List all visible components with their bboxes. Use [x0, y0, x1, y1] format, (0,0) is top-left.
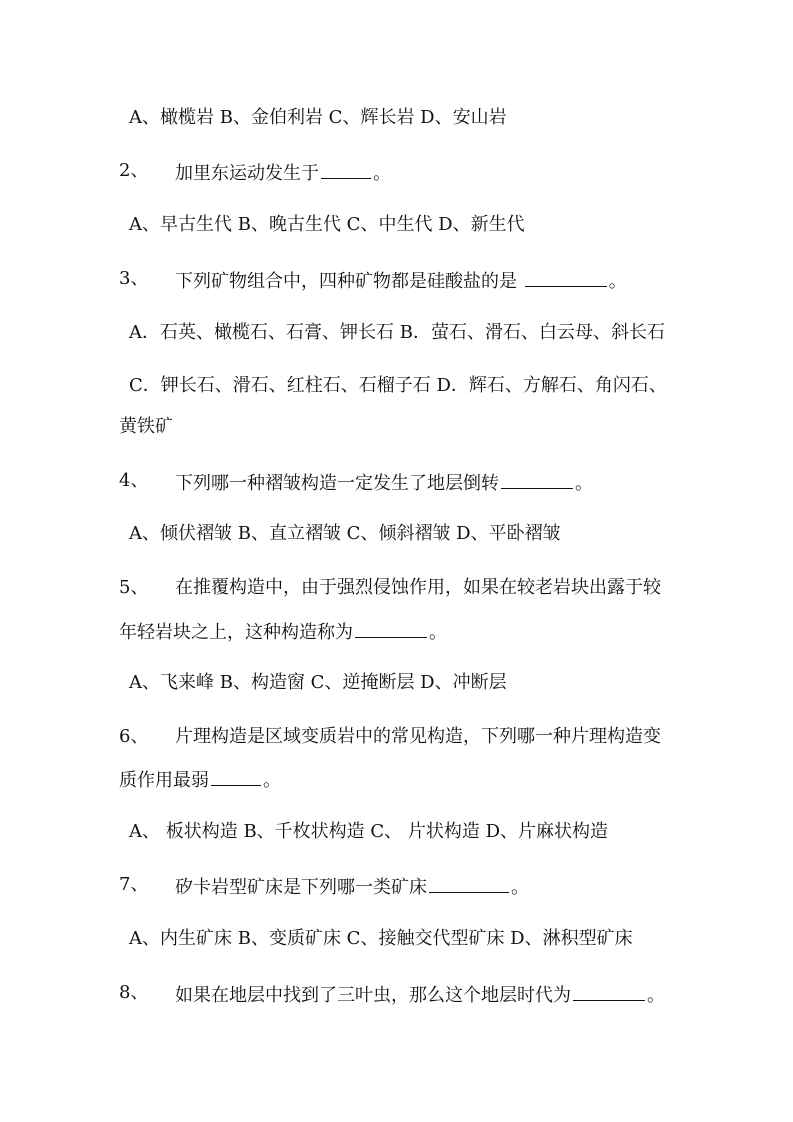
- q2-text: 加里东运动发生于: [175, 163, 319, 184]
- q8-period: 。: [647, 985, 665, 1006]
- q7-period: 。: [511, 877, 529, 898]
- q4-number: 4、: [119, 470, 149, 491]
- q5-text: 在推覆构造中，由于强烈侵蚀作用，如果在较老岩块出露于较: [175, 577, 661, 598]
- answer-blank[interactable]: [525, 267, 607, 287]
- q3-number: 3、: [119, 268, 149, 289]
- q5-text-cont-line: [119, 618, 447, 645]
- q8-text-line: [175, 981, 665, 1008]
- answer-blank[interactable]: [321, 159, 371, 179]
- q1-options-text: A、橄榄岩 B、金伯利岩 C、辉长岩 D、安山岩: [129, 107, 507, 128]
- q6-text: 片理构造是区域变质岩中的常见构造，下列哪一种片理构造变: [175, 726, 661, 747]
- q6-number: 6、: [119, 726, 149, 747]
- q3-options-ab-text: A．石英、橄榄石、石膏、钾长石 B．萤石、滑石、白云母、斜长石: [129, 322, 665, 343]
- q7-options-text: A、内生矿床 B、变质矿床 C、接触交代型矿床 D、淋积型矿床: [129, 928, 633, 949]
- q7-number: 7、: [119, 874, 149, 895]
- q7-text: 矽卡岩型矿床是下列哪一类矿床: [175, 877, 427, 898]
- q5-period: 。: [429, 622, 447, 643]
- answer-blank[interactable]: [501, 469, 573, 489]
- q4-text-line: [175, 469, 593, 496]
- q2-options-text: A、早古生代 B、晚古生代 C、中生代 D、新生代: [129, 214, 525, 235]
- q8-text: 如果在地层中找到了三叶虫，那么这个地层时代为: [175, 985, 571, 1006]
- q6-options-text: A、 板状构造 B、千枚状构造 C、 片状构造 D、片麻状构造: [129, 821, 609, 842]
- q3-options-cd-text: C．钾长石、滑石、红柱石、石榴子石 D．辉石、方解石、角闪石、: [129, 375, 667, 396]
- answer-blank[interactable]: [573, 981, 645, 1001]
- q5-options-text: A、飞来峰 B、构造窗 C、逆掩断层 D、冲断层: [129, 672, 507, 693]
- answer-blank[interactable]: [355, 618, 427, 638]
- q4-period: 。: [575, 473, 593, 494]
- answer-blank[interactable]: [429, 873, 509, 893]
- q2-text-line: [175, 159, 391, 186]
- q6-text-cont: 质作用最弱: [119, 770, 209, 791]
- q7-text-line: [175, 873, 529, 900]
- q3-options-cd-cont-text: 黄铁矿: [119, 416, 173, 437]
- q3-text-line: [175, 267, 627, 294]
- q3-period: 。: [608, 271, 627, 292]
- q6-period: 。: [263, 770, 281, 791]
- answer-blank[interactable]: [211, 766, 261, 786]
- q6-text-cont-line: [119, 766, 281, 793]
- q2-number: 2、: [119, 160, 149, 181]
- q4-options-text: A、倾伏褶皱 B、直立褶皱 C、倾斜褶皱 D、平卧褶皱: [129, 523, 561, 544]
- q4-text: 下列哪一种褶皱构造一定发生了地层倒转: [175, 473, 499, 494]
- q2-period: 。: [373, 163, 391, 184]
- q3-text: 下列矿物组合中，四种矿物都是硅酸盐的是: [175, 271, 517, 292]
- q5-number: 5、: [119, 577, 149, 598]
- q5-text-cont: 年轻岩块之上，这种构造称为: [119, 622, 353, 643]
- q8-number: 8、: [119, 982, 149, 1003]
